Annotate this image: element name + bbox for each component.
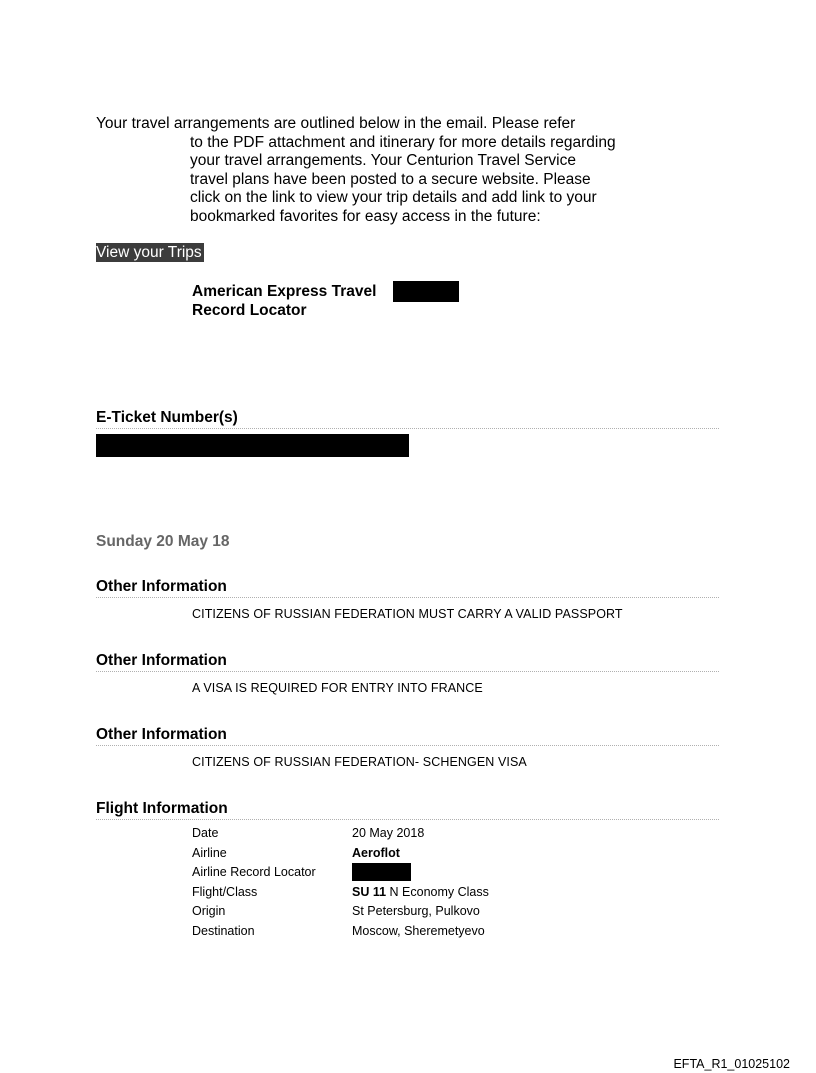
other-info-text: A VISA IS REQUIRED FOR ENTRY INTO FRANCE: [192, 681, 483, 695]
other-info-heading: Other Information: [96, 578, 719, 598]
flight-number: SU 11: [352, 884, 387, 899]
field-value: Moscow, Sheremetyevo: [352, 923, 485, 938]
record-line-2: Record Locator: [192, 301, 307, 319]
other-info-heading: Other Information: [96, 726, 719, 746]
field-value: 20 May 2018: [352, 826, 425, 840]
eticket-heading: E-Ticket Number(s): [96, 409, 719, 429]
field-value: Aeroflot: [352, 845, 400, 860]
redaction-bar: [96, 434, 409, 457]
other-info-heading: Other Information: [96, 652, 719, 672]
field-label: Airline Record Locator: [192, 865, 316, 879]
view-trips-link[interactable]: View your Trips: [96, 244, 202, 261]
document-id: EFTA_R1_01025102: [673, 1057, 790, 1071]
flight-info-heading: Flight Information: [96, 800, 719, 820]
field-value: [352, 885, 489, 899]
intro-line: your travel arrangements. Your Centurion Travel Service: [190, 152, 576, 169]
intro-line: to the PDF attachment and itinerary for more details regarding: [190, 133, 616, 151]
other-info-text: CITIZENS OF RUSSIAN FEDERATION- SCHENGEN VISA: [192, 755, 527, 769]
intro-paragraph: [96, 115, 676, 226]
intro-line: Your travel arrangements are outlined below in the email. Please refer: [96, 115, 576, 132]
field-label: Flight/Class: [192, 884, 258, 899]
other-info-text: CITIZENS OF RUSSIAN FEDERATION MUST CARRY A VALID PASSPORT: [192, 607, 623, 621]
field-label: Date: [192, 826, 219, 840]
field-value: St Petersburg, Pulkovo: [352, 904, 480, 918]
intro-line: travel plans have been posted to a secure website. Please: [190, 170, 591, 188]
date-heading: Sunday 20 May 18: [96, 533, 230, 550]
record-line-1: American Express Travel: [192, 283, 377, 300]
intro-line: bookmarked favorites for easy access in the future:: [190, 207, 541, 225]
field-label: Origin: [192, 904, 226, 918]
field-label: Airline: [192, 845, 227, 860]
redaction-bar: [393, 281, 459, 302]
flight-class: N Economy Class: [386, 884, 489, 899]
intro-line: click on the link to view your trip details and add link to your: [190, 189, 597, 206]
field-label: Destination: [192, 923, 255, 938]
record-locator-block: [192, 283, 376, 320]
redaction-bar: [352, 863, 411, 881]
